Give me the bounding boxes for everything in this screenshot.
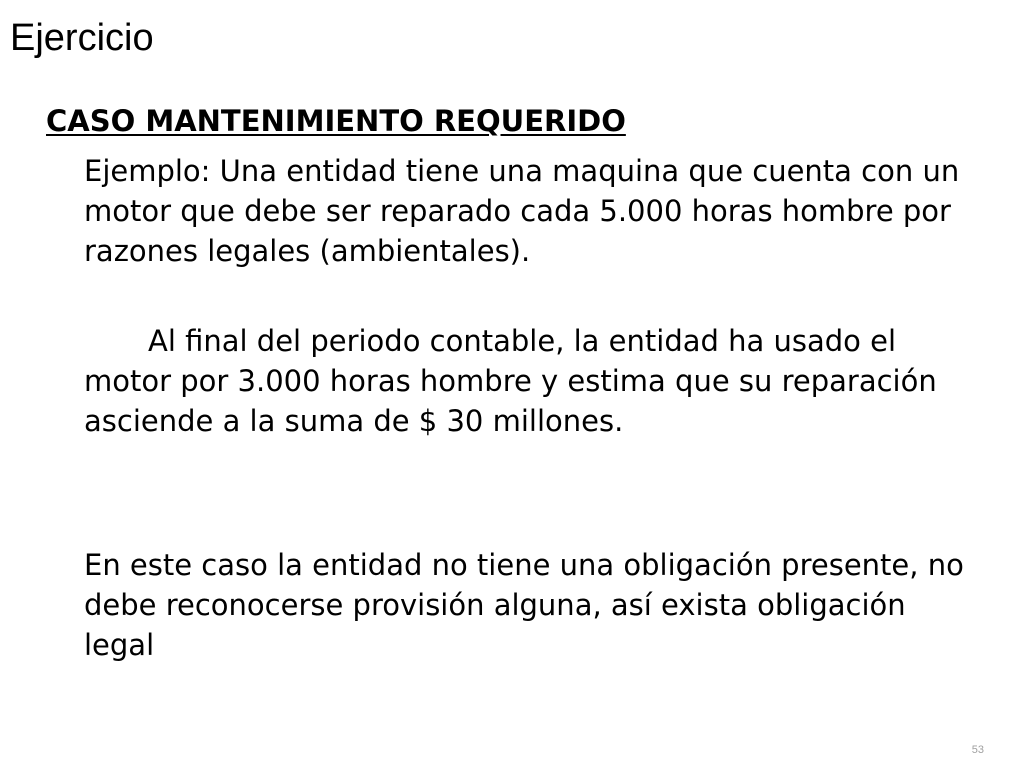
paragraph-period-end: Al final del periodo contable, la entidad ha usado el motor por 3.000 horas hombre y estima que su reparación asciende a la suma de $ 30 millones. bbox=[84, 324, 937, 438]
paragraph-example: Ejemplo: Una entidad tiene una maquina que cuenta con un motor que debe ser reparado cada 5.000 horas hombre por razones legales (ambientales). bbox=[84, 154, 960, 268]
case-heading: CASO MANTENIMIENTO REQUERIDO bbox=[46, 104, 626, 138]
slide-title: Ejercicio bbox=[10, 17, 154, 59]
paragraph-conclusion: En este caso la entidad no tiene una obligación presente, no debe reconocerse provisión alguna, así exista obligación legal bbox=[84, 548, 964, 662]
page-number: 53 bbox=[971, 744, 984, 756]
